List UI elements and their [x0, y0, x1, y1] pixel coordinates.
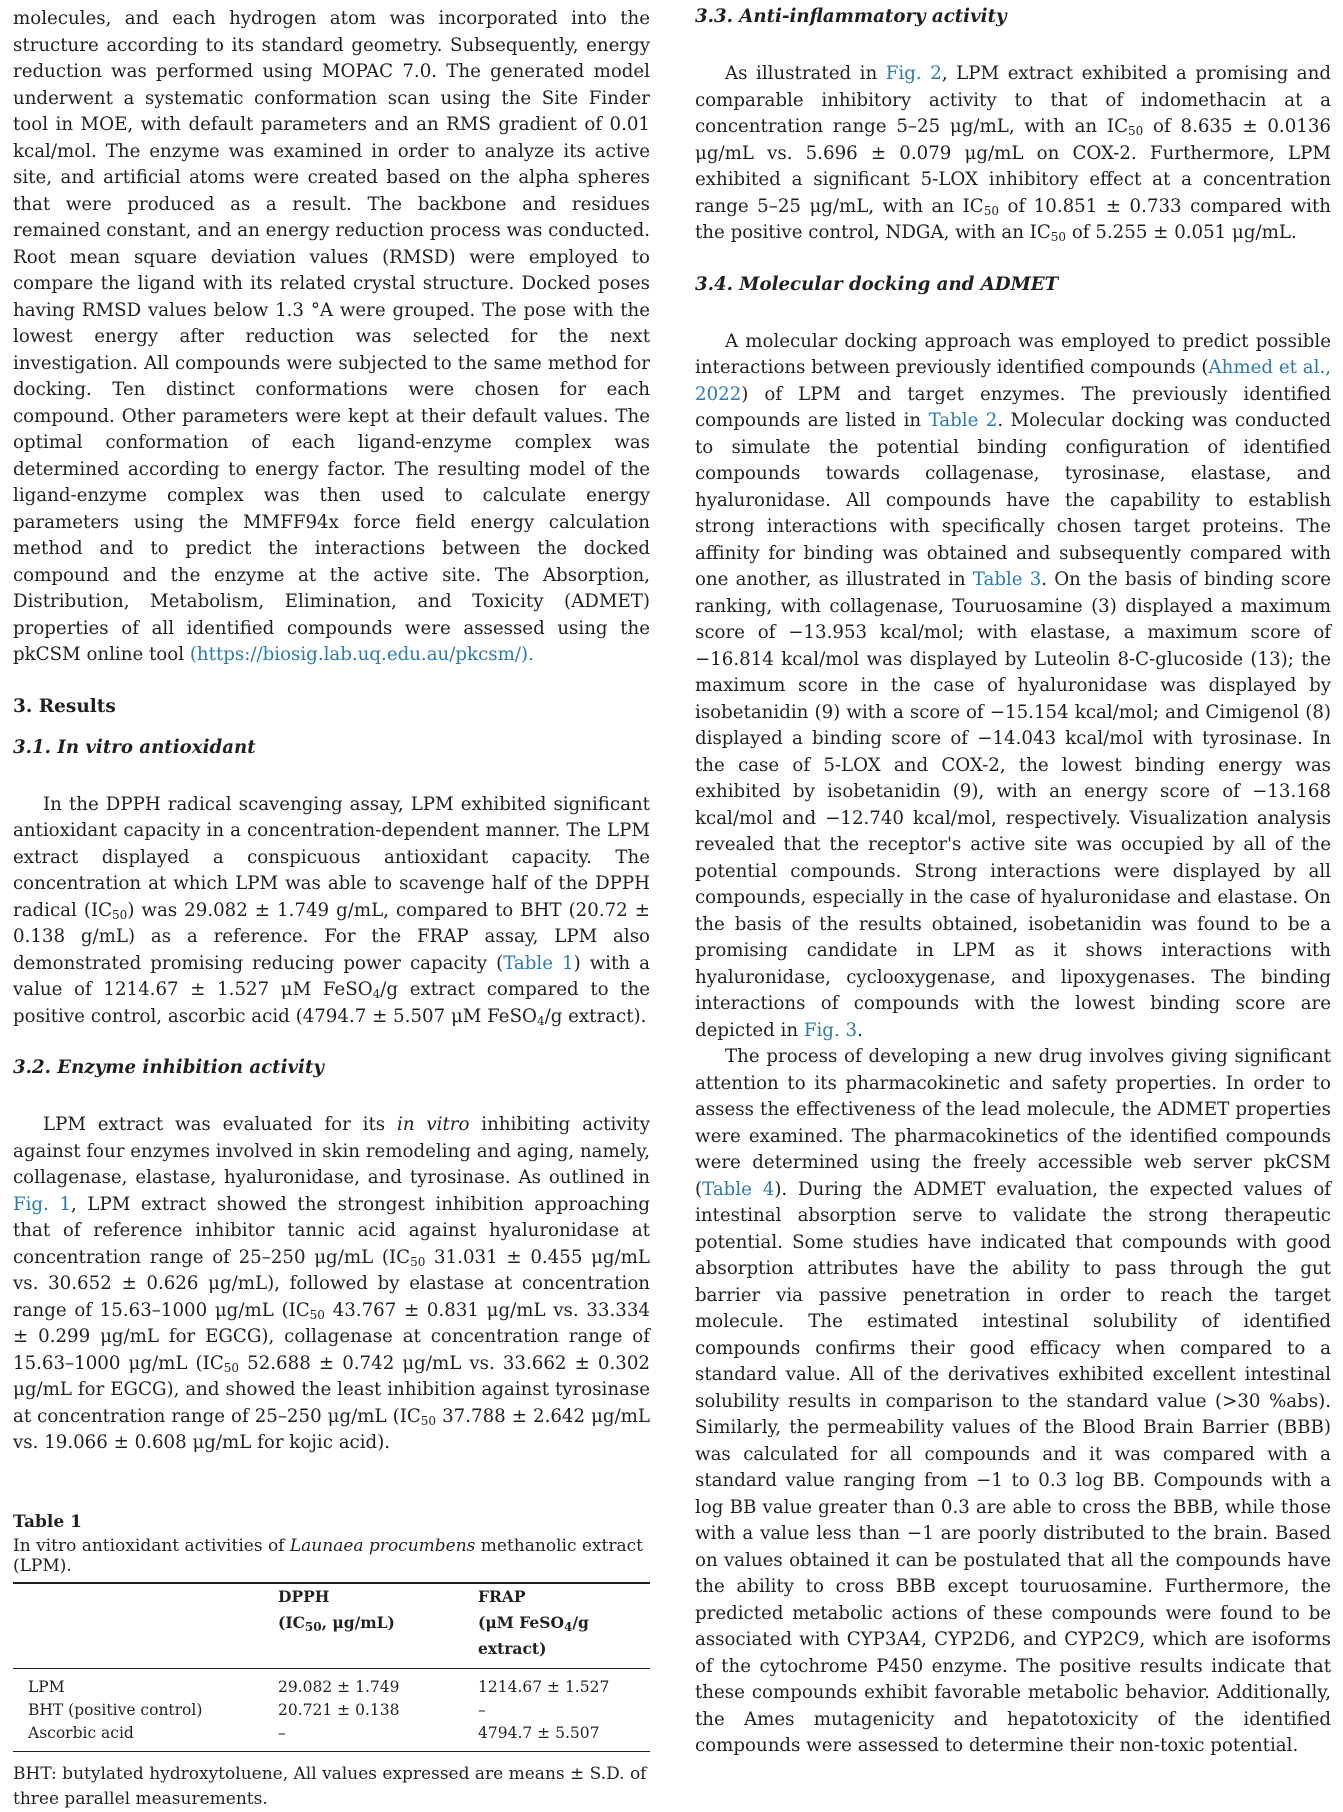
- subsection-3-3-title: 3.3. Anti-inflammatory activity: [695, 6, 1007, 27]
- results-heading: 3. Results: [13, 695, 116, 717]
- table-header-row: [13, 1584, 650, 1662]
- left-column: [13, 6, 650, 1457]
- anti-inflammatory-paragraph: As illustrated in Fig. 2, LPM extract exhibited a promising and comparable inhibitory activity to that of indomethacin at a concentration range 5–25 μg/mL, with an $IC_{50}$ of 8.635 ± 0.0136 μg/mL vs. 5.696 ± 0.079 μg/mL on COX-2. Furthermore, LPM exhibited a significant 5-LOX inhibitory effect at a concentration range 5–25 μg/mL, with an $IC_{50}$ of 10.851 ± 0.733 compared with the positive control, NDGA, with an $IC_{50}$ of 5.255 ± 0.051 μg/mL.: [695, 63, 1332, 244]
- subsection-3-2-title: 3.2. Enzyme inhibition activity: [13, 1057, 324, 1078]
- header-dpph: DPPH ($IC_{50}$, μg/mL): [278, 1587, 395, 1634]
- ahmed-2022-link[interactable]: Ahmed et al., 2022: [695, 357, 1332, 405]
- methods-paragraph: molecules, and each hydrogen atom was incorporated into the structure according to its standard geometry. Subsequently, energy reduction was performed using MOPAC 7.0. The generated model underwent a systematic conformation scan using the Site Finder tool in MOE, with default parameters and an RMS gradient of 0.01 kcal/mol. The enzyme was examined in order to analyze its active site, and artificial atoms were created based on the alpha spheres that were produced as a result. The backbone and residues remained constant, and an energy reduction process was conducted. Root mean square deviation values (RMSD) were employed to compare the ligand with its related crystal structure. Docked poses having RMSD values below 1.3 °A were grouped. The pose with the lowest energy after reduction was selected for the next investigation. All compounds were subjected to the same method for docking. Ten distinct conformations were chosen for each compound. Other parameters were kept at their default values. The optimal conformation of each ligand-enzyme complex was determined according to energy factor. The resulting model of the ligand-enzyme complex was then used to calculate energy parameters using the MMFF94x force field energy calculation method and to predict the interactions between the docked compound and the enzyme at the active site. The Absorption, Distribution, Metabolism, Elimination, and Toxicity (ADMET) properties of all identified compounds were assessed using the pkCSM online tool (https://biosig.lab.uq.edu.au/pkcsm/).: [13, 8, 650, 665]
- enzyme-inhibition-paragraph: LPM extract was evaluated for its in vitro inhibiting activity against four enzymes involved in skin remodeling and aging, namely, collagenase, elastase, hyaluronidase, and tyrosinase. As outlined in Fig. 1, LPM extract showed the strongest inhibition approaching that of reference inhibitor tannic acid against hyaluronidase at concentration range of 25–250 μg/mL ($IC_{50}$ 31.031 ± 0.455 μg/mL vs. 30.652 ± 0.626 μg/mL), followed by elastase at concentration range of 15.63–1000 μg/mL ($IC_{50}$ 43.767 ± 0.831 μg/mL vs. 33.334 ± 0.299 μg/mL for EGCG), collagenase at concentration range of 15.63–1000 μg/mL ($IC_{50}$ 52.688 ± 0.742 μg/mL vs. 33.662 ± 0.302 μg/mL for EGCG), and showed the least inhibition against tyrosinase at concentration range of 25–250 μg/mL ($IC_{50}$ 37.788 ± 2.642 μg/mL vs. 19.066 ± 0.608 μg/mL for kojic acid).: [13, 1114, 651, 1453]
- table-row: LPM 29.082 ± 1.749 1214.67 ± 1.527: [28, 1678, 610, 1696]
- subsection-3-1-title: 3.1. In vitro antioxidant: [13, 736, 256, 758]
- table-row: Ascorbic acid – 4794.7 ± 5.507: [28, 1724, 600, 1742]
- table-caption: In vitro antioxidant activities of Launaea procumbens methanolic extract (LPM).: [13, 1536, 643, 1576]
- subsection-3-4-title: 3.4. Molecular docking and ADMET: [695, 273, 1059, 295]
- pkcsm-link[interactable]: (https://biosig.lab.uq.edu.au/pkcsm/).: [189, 644, 534, 665]
- fig1-link[interactable]: Fig. 1: [13, 1193, 72, 1215]
- fig2-link[interactable]: Fig. 2: [885, 63, 942, 84]
- admet-paragraph: The process of developing a new drug involves giving significant attention to its pharmacokinetic and safety properties. In order to assess the effectiveness of the lead molecule, the ADMET properties were examined. The pharmacokinetics of the identified compounds were determined using the freely accessible web server pkCSM (Table 4). During the ADMET evaluation, the expected values of intestinal absorption serve to validate the strong therapeutic potential. Some studies have indicated that compounds with good absorption attributes have the ability to pass through the gut barrier via passive penetration in order to reach the target molecule. The estimated intestinal solubility of identified compounds confirms their good efficacy when compared to a standard value. All of the derivatives exhibited excellent intestinal solubility results in comparison to the standard value (>30 %abs). Similarly, the permeability values of the Blood Brain Barrier (BBB) was calculated for all compounds and it was compared with a standard value ranging from −1 to 0.3 log BB. Compounds with a log BB value greater than 0.3 are able to cross the BBB, while those with a value less than −1 are poorly distributed to the brain. Based on values obtained it can be postulated that all the compounds have the ability to cross BBB except touruosamine. Furthermore, the predicted metabolic actions of these compounds were found to be associated with CYP3A4, CYP2D6, and CYP2C9, which are isoforms of the cytochrome P450 enzyme. The positive results indicate that these compounds exhibit favorable metabolic behavior. Additionally, the Ames mutagenicity and hepatotoxicity of the identified compounds were assessed to determine their non-toxic potential.: [695, 1046, 1331, 1756]
- table-footnote: BHT: butylated hydroxytoluene, All values expressed are means ± S.D. of three parallel measurements.: [13, 1764, 647, 1809]
- table-1: [13, 1512, 650, 1812]
- antioxidant-paragraph: In the DPPH radical scavenging assay, LPM exhibited significant antioxidant capacity in a concentration-dependent manner. The LPM extract displayed a conspicuous antioxidant capacity. The concentration at which LPM was able to scavenge half of the DPPH radical $(IC_{50})$ was 29.082 ± 1.749 g/mL, compared to BHT (20.72 ± 0.138 g/mL) as a reference. For the FRAP assay, LPM also demonstrated promising reducing power capacity (Table 1) with a value of 1214.67 ± 1.527 μM FeSO$_4$/g extract compared to the positive control, ascorbic acid (4794.7 ± 5.507 μM FeSO$_4$/g extract).: [13, 793, 650, 1028]
- table4-link[interactable]: Table 4: [702, 1178, 775, 1200]
- fig3-link[interactable]: Fig. 3: [803, 1019, 858, 1041]
- header-frap: FRAP (μM FeSO$_4$/g extract): [478, 1587, 589, 1658]
- right-column: [695, 6, 1331, 1760]
- table3-link[interactable]: Table 3: [972, 569, 1042, 590]
- docking-paragraph: A molecular docking approach was employed to predict possible interactions between previously identified compounds (Ahmed et al., 2022) of LPM and target enzymes. The previously identified compounds are listed in Table 2. Molecular docking was conducted to simulate the potential binding configuration of identified compounds towards collagenase, tyrosinase, elastase, and hyaluronidase. All compounds have the capability to establish strong interactions with specifically chosen target proteins. The affinity for binding was obtained and subsequently compared with one another, as illustrated in Table 3. On the basis of binding score ranking, with collagenase, Touruosamine (3) displayed a maximum score of −13.953 kcal/mol; with elastase, a maximum score of −16.814 kcal/mol was displayed by Luteolin 8-C-glucoside (13); the maximum score in the case of hyaluronidase was displayed by isobetanidin (9) with a score of −15.154 kcal/mol; and Cimigenol (8) displayed a binding score of −14.043 kcal/mol with tyrosinase. In the case of 5-LOX and COX-2, the lowest binding energy was exhibited by isobetanidin (9), with an energy score of −13.168 kcal/mol and −12.740 kcal/mol, respectively. Visualization analysis revealed that the receptor's active site was occupied by all of the potential compounds. Strong interactions were displayed by all compounds, especially in the case of hyaluronidase and elastase. On the basis of the results obtained, isobetanidin was found to be a promising candidate in LPM as it shows interactions with hyaluronidase, cyclooxygenase, and lipoxygenases. The binding interactions of compounds with the lowest binding score are depicted in Fig. 3.: [695, 330, 1332, 1041]
- table1-link[interactable]: Table 1: [503, 952, 574, 974]
- antioxidant-table: [13, 1584, 650, 1662]
- table-label: Table 1: [13, 1512, 82, 1532]
- antioxidant-table-body: [13, 1676, 650, 1745]
- table-row: BHT (positive control) 20.721 ± 0.138 –: [28, 1701, 486, 1719]
- table2-link[interactable]: Table 2: [928, 410, 998, 431]
